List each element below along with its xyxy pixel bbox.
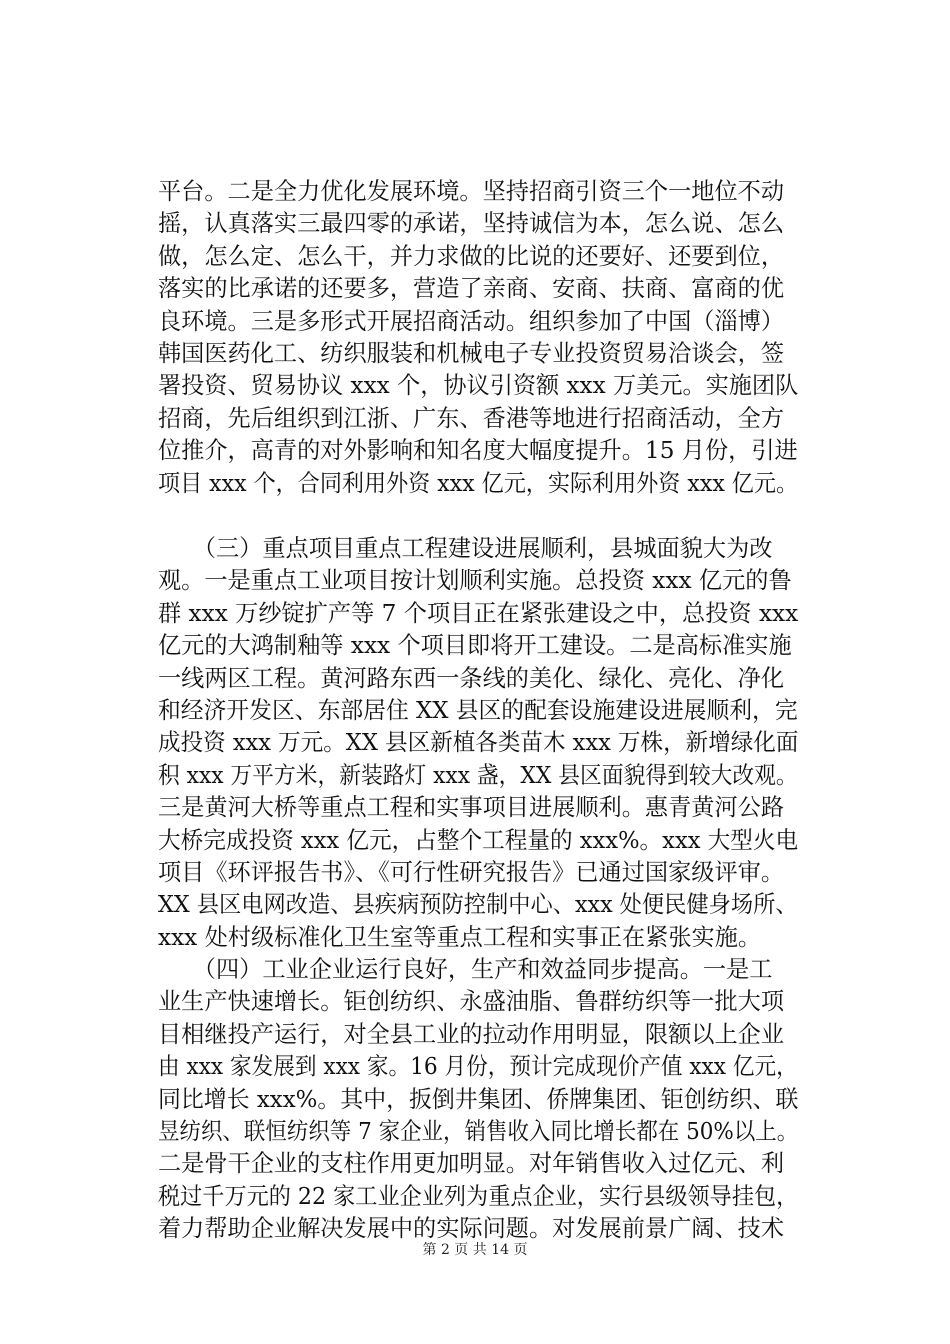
text-line: 业生产快速增长。钜创纺织、永盛油脂、鲁群纺织等一批大项 (158, 988, 785, 1016)
text-line: 观。一是重点工业项目按计划顺利实施。总投资 xxx 亿元的鲁 (158, 567, 792, 595)
text-line: 招商，先后组织到江浙、广东、香港等地进行招商活动，全方 (158, 404, 785, 432)
paragraph-industry (158, 954, 798, 1246)
text-line: 亿元的大鸿制釉等 xxx 个项目即将开工建设。二是高标准实施 (158, 632, 792, 660)
text-line: 一线两区工程。黄河路东西一条线的美化、绿化、亮化、净化 (158, 664, 785, 692)
text-line: 着力帮助企业解决发展中的实际问题。对发展前景广阔、技术 (158, 1215, 785, 1243)
text-line: xxx 处村级标准化卫生室等重点工程和实事正在紧张实施。 (158, 923, 762, 951)
text-line: 位推介，高青的对外影响和知名度大幅度提升。15 月份，引进 (158, 437, 798, 465)
text-line: 由 xxx 家发展到 xxx 家。16 月份，预计完成现价产值 xxx 亿元， (158, 1053, 798, 1081)
text-line: 税过千万元的 22 家工业企业列为重点企业，实行县级领导挂包， (158, 1182, 799, 1210)
text-line: 大桥完成投资 xxx 亿元，占整个工程量的 xxx%。xxx 大型火电 (158, 826, 799, 854)
text-line: 摇，认真落实三最四零的承诺，坚持诚信为本，怎么说、怎么 (158, 210, 785, 238)
text-line: 群 xxx 万纱锭扩产等 7 个项目正在紧张建设之中，总投资 xxx (158, 599, 799, 627)
text-line: 成投资 xxx 万元。XX 县区新植各类苗木 xxx 万株，新增绿化面 (158, 729, 799, 757)
text-line: 昱纺织、联恒纺织等 7 家企业，销售收入同比增长都在 50%以上。 (158, 1117, 799, 1145)
text-line: 韩国医药化工、纺织服装和机械电子专业投资贸易洽谈会，签 (158, 339, 785, 367)
paragraph-key-projects (158, 533, 798, 954)
text-line: 项目《环评报告书》、《可行性研究报告》已通过国家级评审。 (158, 858, 785, 886)
text-line: （四）工业企业运行良好，生产和效益同步提高。一是工 (158, 956, 773, 983)
text-line: 积 xxx 万平方米，新装路灯 xxx 盏，XX 县区面貌得到较大改观。 (158, 761, 798, 789)
text-line: （三）重点项目重点工程建设进展顺利，县城面貌大为改 (158, 535, 773, 562)
text-line: 平台。二是全力优化发展环境。坚持招商引资三个一地位不动 (158, 178, 785, 205)
text-line: 良环境。三是多形式开展招商活动。组织参加了中国（淄博） (158, 307, 785, 335)
text-line: 同比增长 xxx%。其中，扳倒井集团、侨牌集团、钜创纺织、联 (158, 1085, 799, 1113)
paragraph-investment (158, 176, 798, 500)
text-line: 项目 xxx 个，合同利用外资 xxx 亿元，实际利用外资 xxx 亿元。 (158, 469, 799, 497)
text-line: 署投资、贸易协议 xxx 个，协议引资额 xxx 万美元。实施团队 (158, 372, 799, 400)
text-line: 三是黄河大桥等重点工程和实事项目进展顺利。惠青黄河公路 (158, 794, 785, 822)
text-line: 和经济开发区、东部居住 XX 县区的配套设施建设进展顺利，完 (158, 696, 798, 724)
page-number-footer: 第 2 页 共 14 页 (422, 1242, 528, 1258)
text-line: 做，怎么定、怎么干，并力求做的比说的还要好、还要到位， (158, 242, 785, 270)
text-line: XX 县区电网改造、县疾病预防控制中心、xxx 处便民健身场所、 (158, 891, 798, 919)
text-line: 落实的比承诺的还要多，营造了亲商、安商、扶商、富商的优 (158, 275, 785, 303)
text-line: 目相继投产运行，对全县工业的拉动作用明显，限额以上企业 (158, 1020, 785, 1048)
text-line: 二是骨干企业的支柱作用更加明显。对年销售收入过亿元、利 (158, 1150, 785, 1178)
